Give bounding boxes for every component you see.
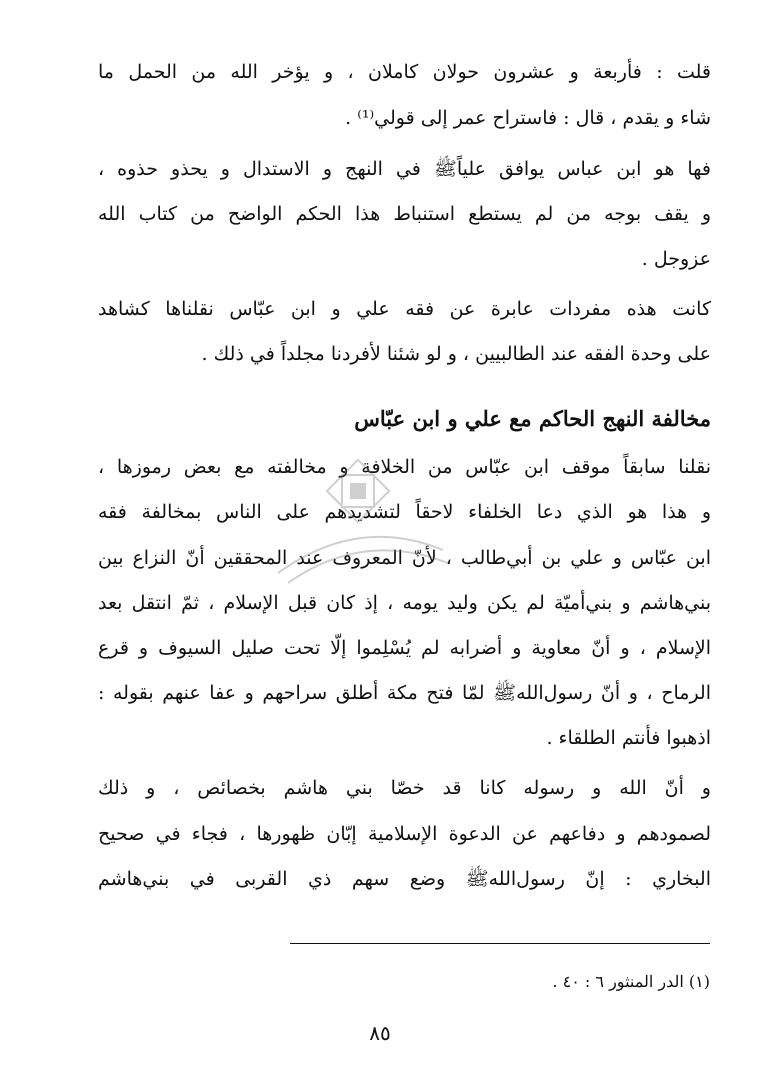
text-line: الرماح ، و أنّ رسول‌اللهﷺ لمّا فتح مكة أطلق سراحهم و عفا عنهم بقوله : [98,682,711,704]
library-watermark-stamp [258,455,458,595]
text-line: البخاري : إنّ رسول‌اللهﷺ وضع سهم ذي القربى في بني‌هاشم [98,868,711,890]
text-line: و هذا هو الذي دعا الخلفاء لاحقاً لتشديدهم على الناس بمخالفة فقه [98,501,711,523]
text-line: ابن عبّاس و علي بن أبي‌طالب ، لأنّ المعروف عند المحققين أنّ النزاع بين [98,547,711,569]
text-line: شاء و يقدم ، قال : فاستراح عمر إلى قولي⁽¹⁾ . [345,107,711,129]
text-line: عزوجل . [641,248,711,270]
text-line: فها هو ابن عباس يوافق علياًﷺ في النهج و الاستدال و يحذو حذوه ، [98,158,711,180]
footnote: (١) الدر المنثور ٦ : ٤٠ . [552,972,710,991]
section-heading: مخالفة النهج الحاكم مع علي و ابن عبّاس [354,406,711,431]
text-line: الإسلام ، و أنّ معاوية و أضرابه لم يُسْلِموا إلّا تحت صليل السيوف و قرع [98,637,711,659]
text-line: نقلنا سابقاً موقف ابن عبّاس من الخلافة و مخالفته مع بعض رموزها ، [98,456,711,478]
text-line: بني‌هاشم و بني‌أميّة لم يكن وليد يومه ، إذ كان قبل الإسلام ، ثمّ انتقل بعد [98,592,711,614]
footnote-divider [290,943,710,944]
text-line: على وحدة الفقه عند الطالبيين ، و لو شئنا لأفردنا مجلداً في ذلك . [201,343,711,365]
text-line: اذهبوا فأنتم الطلقاء . [546,727,711,749]
text-line: و أنّ الله و رسوله كانا قد خصّا بني هاشم بخصائص ، و ذلك [98,777,711,799]
text-line: و يقف بوجه من لم يستطع استنباط هذا الحكم الواضح من كتاب الله [98,203,711,225]
text-line: لصمودهم و دفاعهم عن الدعوة الإسلامية إبّان ظهورها ، فجاء في صحيح [98,823,711,845]
text-line: كانت هذه مفردات عابرة عن فقه علي و ابن عبّاس نقلناها كشاهد [98,298,711,320]
text-line: قلت : فأربعة و عشرون حولان كاملان ، و يؤخر الله من الحمل ما [98,61,711,83]
page-number: ٨٥ [369,1021,391,1045]
